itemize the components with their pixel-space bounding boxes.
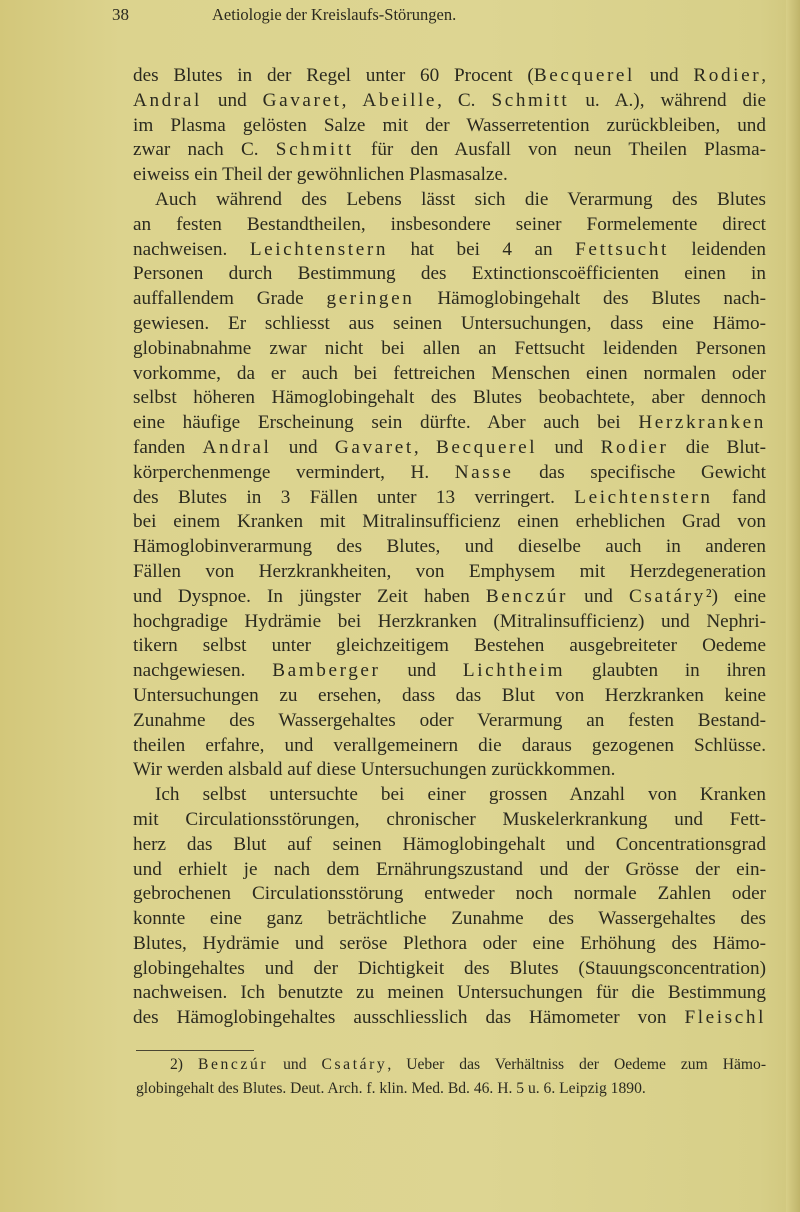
- text-run: globingehalt des Blutes. Deut. Arch. f. klin. Med. Bd. 46. H. 5 u. 6. Leipzig 1890.: [136, 1080, 646, 1097]
- text-run: Auch während des Lebens lässt sich die Verarmung des Blutes: [155, 188, 766, 210]
- page-edge: [786, 0, 800, 1212]
- text-run: und Dyspnoe. In jüngster Zeit haben: [133, 585, 486, 607]
- text-line: [133, 510, 766, 535]
- text-run: konnte eine ganz beträchtliche Zunahme des Wassergehaltes des: [133, 908, 766, 930]
- text-line: [133, 362, 766, 387]
- text-run: glaubten in ihren: [565, 660, 766, 682]
- text-run: Hämoglobinverarmung des Blutes, und dieselbe auch in anderen: [133, 536, 766, 558]
- text-run: des Blutes in der Regel unter 60 Procent (: [133, 65, 534, 86]
- spaced-name: Herzkranken: [638, 412, 766, 434]
- spaced-name: Lichtheim: [462, 660, 566, 682]
- text-run: des Hämoglobingehaltes ausschliesslich das Hämometer von: [133, 1007, 685, 1029]
- text-run: und: [201, 89, 263, 111]
- text-run: Untersuchungen zu ersehen, dass das Blut von Herzkranken keine: [133, 684, 766, 706]
- text-run: theilen erfahre, und verallgemeinern die daraus gezogenen Schlüsse.: [133, 734, 766, 756]
- text-run: gewiesen. Er schliesst aus seinen Untersuchungen, dass eine Hämo-: [133, 312, 766, 334]
- text-line: [133, 560, 766, 585]
- text-run: vorkomme, da er auch bei fettreichen Menschen einen normalen oder: [133, 362, 766, 384]
- spaced-name: Rodier: [693, 65, 762, 86]
- text-run: nachweisen. Ich benutzte zu meinen Untersuchungen für die Bestimmung: [133, 982, 766, 1004]
- text-line: [133, 337, 766, 362]
- spaced-name: Gavaret: [262, 89, 342, 111]
- text-line: [133, 684, 766, 709]
- text-run: eine häufige Erscheinung sein dürfte. Aber auch bei: [133, 412, 639, 434]
- text-line: [133, 957, 766, 982]
- text-run: und: [537, 436, 601, 458]
- text-line: [133, 64, 766, 89]
- text-run: Fällen von Herzkrankheiten, von Emphysem mit Herzdegeneration: [133, 560, 766, 582]
- running-header: [112, 5, 752, 29]
- text-run: leidenden: [668, 238, 766, 260]
- text-line: [133, 783, 766, 808]
- spaced-name: Becquerel: [533, 65, 635, 86]
- text-line: [133, 858, 766, 883]
- spaced-name: Benczúr: [197, 1056, 269, 1073]
- footnote-rule: [136, 1050, 254, 1051]
- footnote-line: [136, 1077, 766, 1101]
- text-line: [133, 188, 766, 213]
- text-line: [133, 734, 766, 759]
- text-run: Personen durch Bestimmung des Extinctionscoëfficienten einen in: [133, 263, 766, 285]
- text-run: auffallendem Grade: [133, 288, 327, 310]
- page-number: 38: [112, 5, 129, 24]
- text-line: [133, 808, 766, 833]
- text-run: Ich selbst untersuchte bei einer grossen Anzahl von Kranken: [155, 784, 766, 806]
- text-run: 2): [170, 1056, 198, 1073]
- text-run: Zunahme des Wassergehaltes oder Verarmung an festen Bestand-: [133, 709, 766, 731]
- text-run: mit Circulationsstörungen, chronischer Muskelerkrankung und Fett-: [133, 808, 766, 830]
- text-run: , C.: [437, 89, 492, 111]
- text-line: [133, 213, 766, 238]
- text-run: fanden: [133, 436, 203, 458]
- text-run: und: [634, 65, 694, 86]
- spaced-name: Nasse: [454, 461, 514, 483]
- text-run: gebrochenen Circulationsstörung entweder noch normale Zahlen oder: [133, 883, 766, 905]
- spaced-name: Abeille: [362, 89, 438, 111]
- text-line: [133, 312, 766, 337]
- text-run: ²) eine: [705, 585, 767, 607]
- spaced-name: Fleischl: [684, 1007, 766, 1029]
- spaced-name: Csatáry: [629, 585, 706, 607]
- text-line: [133, 461, 766, 486]
- text-run: das specifische Gewicht: [513, 461, 766, 483]
- text-line: [133, 486, 766, 511]
- text-run: Hämoglobingehalt des Blutes nach-: [414, 288, 766, 310]
- text-line: [133, 1006, 766, 1031]
- text-run: ,: [341, 89, 363, 111]
- text-line: [133, 89, 766, 114]
- text-run: hat bei 4 an: [388, 238, 576, 260]
- text-line: [133, 287, 766, 312]
- text-line: [133, 386, 766, 411]
- text-line: [133, 535, 766, 560]
- text-line: [133, 981, 766, 1006]
- text-line: [133, 114, 766, 139]
- spaced-name: Bamberger: [272, 660, 381, 682]
- text-run: zwar nach C.: [133, 139, 276, 161]
- text-run: Wir werden alsbald auf diese Untersuchungen zurückkommen.: [133, 759, 616, 781]
- text-run: , Ueber das Verhältniss der Oedeme zum Hämo-: [387, 1056, 767, 1073]
- spaced-name: Csatáry: [321, 1056, 388, 1073]
- text-line: [133, 436, 766, 461]
- text-line: [133, 932, 766, 957]
- spaced-name: Leichtenstern: [574, 486, 713, 508]
- text-run: u. A.), während die: [569, 89, 766, 111]
- text-run: des Blutes in 3 Fällen unter 13 verringert.: [133, 486, 575, 508]
- text-run: globinabnahme zwar nicht bei allen an Fettsucht leidenden Personen: [133, 337, 766, 359]
- spaced-name: geringen: [326, 288, 415, 310]
- text-line: [133, 907, 766, 932]
- spaced-name: Schmitt: [491, 89, 570, 111]
- text-line: [133, 709, 766, 734]
- spaced-name: Rodier: [600, 436, 669, 458]
- text-run: tikern selbst unter gleichzeitigem Bestehen ausgebreiteter Oedeme: [133, 635, 766, 657]
- text-run: Blutes, Hydrämie und seröse Plethora oder eine Erhöhung des Hämo-: [133, 932, 766, 954]
- text-run: eiweiss ein Theil der gewöhnlichen Plasmasalze.: [133, 164, 508, 186]
- running-title: Aetiologie der Kreislaufs-Störungen.: [212, 5, 457, 24]
- text-run: globingehaltes und der Dichtigkeit des Blutes (Stauungsconcentration): [133, 957, 766, 979]
- text-line: [133, 138, 766, 163]
- spaced-name: Andral: [202, 436, 272, 458]
- spaced-name: Fettsucht: [575, 238, 669, 260]
- text-run: und: [268, 1056, 322, 1073]
- text-run: im Plasma gelösten Salze mit der Wasserretention zurückbleiben, und: [133, 114, 766, 136]
- spaced-name: Schmitt: [275, 139, 354, 161]
- text-line: [133, 610, 766, 635]
- text-run: ,: [761, 65, 766, 86]
- spaced-name: Leichtenstern: [249, 238, 389, 260]
- text-line: [133, 659, 766, 684]
- text-line: [133, 634, 766, 659]
- text-run: an festen Bestandtheilen, insbesondere seiner Formelemente direct: [133, 213, 766, 235]
- spaced-name: Gavaret: [334, 436, 414, 458]
- text-run: und erhielt je nach dem Ernährungszustand und der Grösse der ein-: [133, 858, 766, 880]
- spaced-name: Andral: [133, 89, 202, 111]
- text-run: nachweisen.: [133, 238, 250, 260]
- text-line: [133, 411, 766, 436]
- text-run: ,: [413, 436, 436, 458]
- text-run: und: [271, 436, 335, 458]
- text-run: selbst höheren Hämoglobingehalt des Blutes beobachtete, aber dennoch: [133, 387, 766, 409]
- text-run: bei einem Kranken mit Mitralinsufficienz einen erheblichen Grad von: [133, 511, 766, 533]
- text-run: die Blut-: [668, 436, 767, 458]
- text-run: herz das Blut auf seinen Hämoglobingehalt und Concentrationsgrad: [133, 833, 766, 855]
- text-line: [133, 163, 766, 188]
- text-line: [133, 238, 766, 263]
- spaced-name: Becquerel: [435, 436, 538, 458]
- spaced-name: Benczúr: [485, 585, 569, 607]
- text-run: für den Ausfall von neun Theilen Plasma-: [353, 139, 766, 161]
- footnote: [136, 1053, 766, 1101]
- text-line: [133, 262, 766, 287]
- body-text: [133, 64, 766, 1031]
- footnote-line: [136, 1053, 766, 1077]
- text-run: fand: [712, 486, 767, 508]
- text-run: und: [568, 585, 629, 607]
- text-line: [133, 585, 766, 610]
- text-line: [133, 882, 766, 907]
- text-run: und: [380, 660, 463, 682]
- text-run: körperchenmenge vermindert, H.: [133, 461, 455, 483]
- text-line: [133, 758, 766, 783]
- text-line: [133, 833, 766, 858]
- text-run: hochgradige Hydrämie bei Herzkranken (Mitralinsufficienz) und Nephri-: [133, 610, 766, 632]
- text-run: nachgewiesen.: [133, 660, 273, 682]
